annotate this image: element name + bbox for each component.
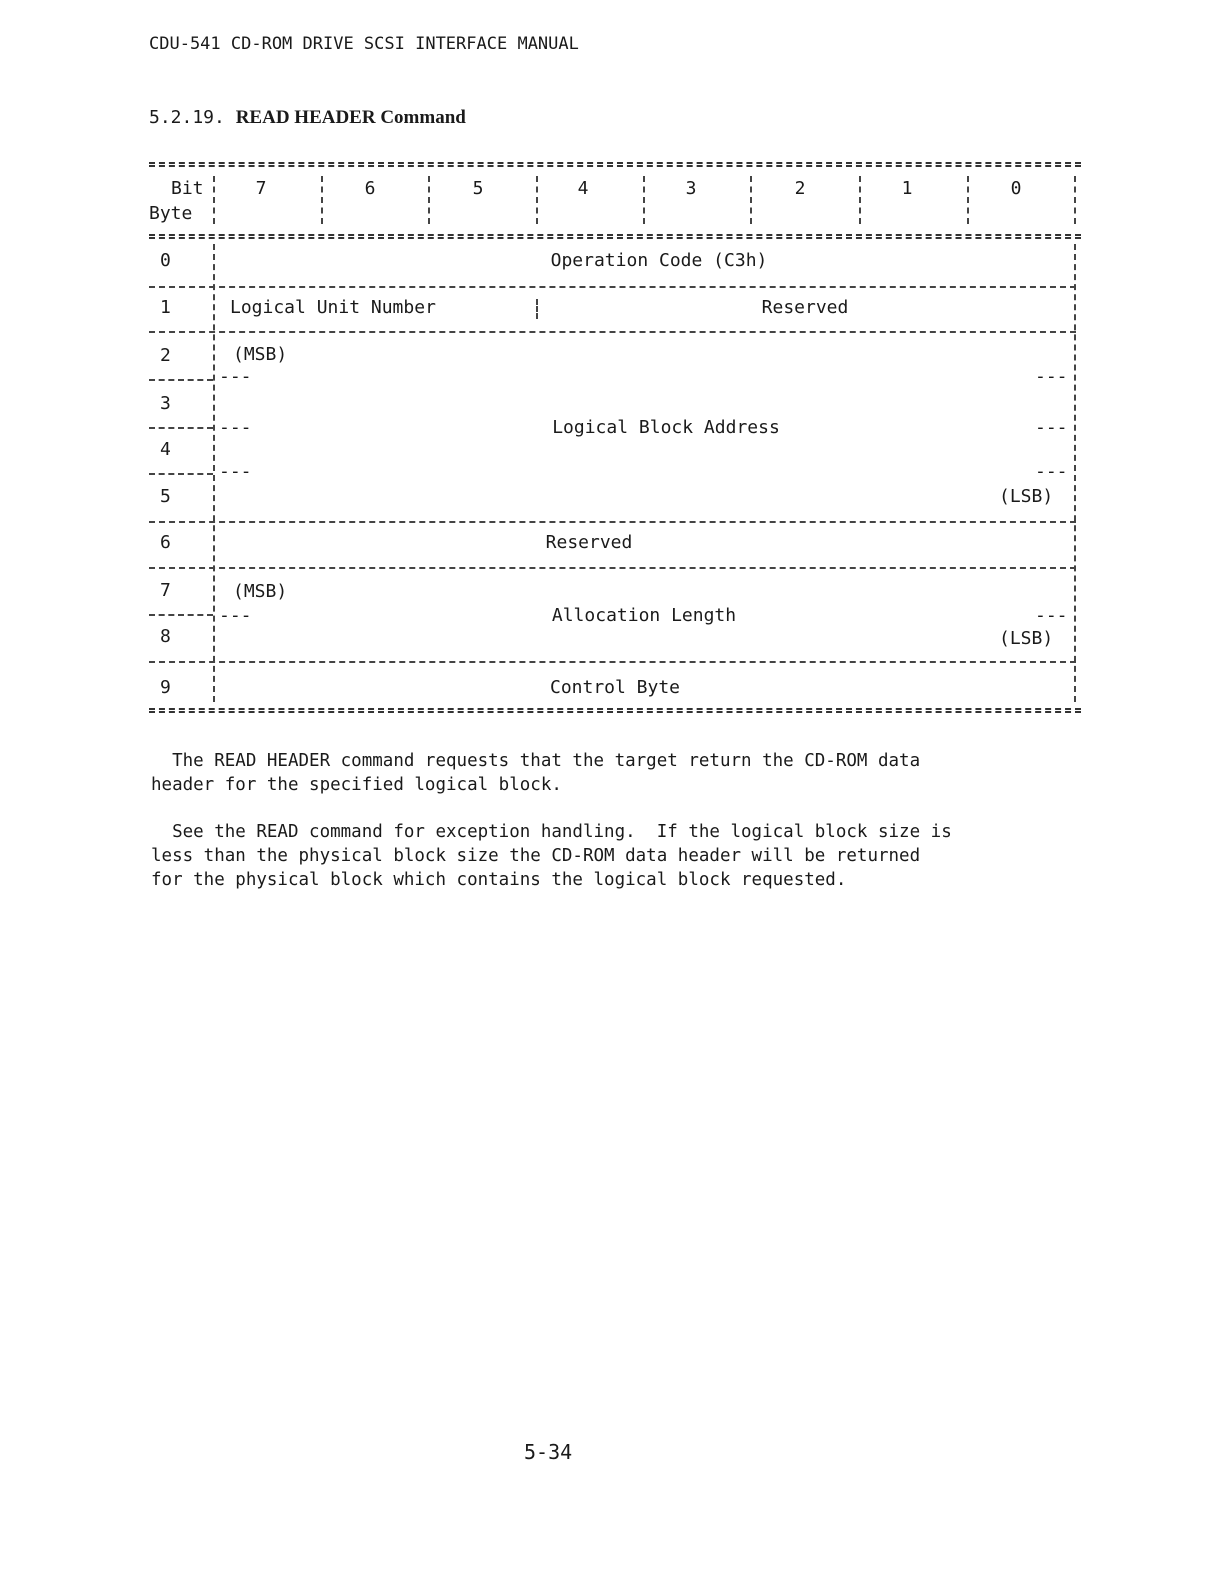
byte-2: 2	[160, 345, 171, 366]
section-title: READ HEADER Command	[235, 107, 466, 128]
byte-1: 1	[160, 297, 171, 318]
paragraph-line: See the READ command for exception handling. If the logical block size is	[151, 822, 952, 842]
lun-field: Logical Unit Number	[230, 297, 436, 318]
alloc-continuation: ---	[219, 605, 252, 626]
reserved-field-byte6: Reserved	[545, 532, 633, 553]
control-byte-field: Control Byte	[549, 677, 681, 698]
alloc-msb: (MSB)	[233, 581, 288, 602]
bit-7: 7	[255, 178, 267, 199]
byte-3: 3	[160, 393, 171, 414]
table-right-rule	[1074, 244, 1076, 702]
bit-0: 0	[1010, 178, 1022, 199]
bit-4: 4	[577, 178, 589, 199]
bit-label: Bit	[171, 178, 204, 199]
paragraph-2	[151, 820, 952, 892]
byte-column-rule	[213, 244, 215, 702]
bit-5: 5	[472, 178, 484, 199]
byte-7: 7	[160, 580, 171, 601]
lba-msb: (MSB)	[233, 344, 288, 365]
byte-0: 0	[160, 250, 171, 271]
paragraph-line: for the physical block which contains the logical block requested.	[151, 870, 847, 890]
lba-continuation: ---	[219, 417, 252, 438]
lun-divider	[536, 299, 538, 319]
alloc-continuation: ---	[1035, 605, 1068, 626]
command-descriptor-table	[149, 162, 1081, 712]
operation-code-field: Operation Code (C3h)	[550, 250, 768, 271]
byte-6: 6	[160, 532, 171, 553]
byte-8: 8	[160, 626, 171, 647]
lba-continuation: ---	[1035, 461, 1068, 482]
section-number: 5.2.19.	[149, 107, 225, 128]
bit-6: 6	[364, 178, 376, 199]
alloc-lsb: (LSB)	[999, 628, 1054, 649]
bit-2: 2	[794, 178, 806, 199]
paragraph-line: header for the specified logical block.	[151, 775, 562, 795]
table-header-rule	[149, 234, 1081, 239]
lba-continuation: ---	[1035, 366, 1068, 387]
paragraph-line: less than the physical block size the CD-ROM data header will be returned	[151, 846, 921, 866]
allocation-length-field: Allocation Length	[551, 605, 737, 626]
table-bottom-rule	[149, 708, 1081, 713]
lba-continuation: ---	[219, 461, 252, 482]
lba-lsb: (LSB)	[999, 486, 1054, 507]
paragraph-1	[151, 749, 920, 797]
running-header: CDU-541 CD-ROM DRIVE SCSI INTERFACE MANUAL	[149, 34, 579, 54]
bit-3: 3	[685, 178, 697, 199]
byte-9: 9	[160, 677, 171, 698]
lba-continuation: ---	[219, 366, 252, 387]
page-number: 5-34	[524, 1440, 573, 1464]
byte-4: 4	[160, 439, 171, 460]
bit-1: 1	[901, 178, 913, 199]
reserved-field-byte1: Reserved	[761, 297, 849, 318]
table-top-rule	[149, 162, 1081, 167]
byte-5: 5	[160, 486, 171, 507]
logical-block-address-field: Logical Block Address	[552, 417, 780, 438]
paragraph-line: The READ HEADER command requests that the target return the CD-ROM data	[151, 751, 921, 771]
lba-continuation: ---	[1035, 417, 1068, 438]
byte-label: Byte	[149, 203, 193, 224]
section-heading	[149, 107, 466, 129]
